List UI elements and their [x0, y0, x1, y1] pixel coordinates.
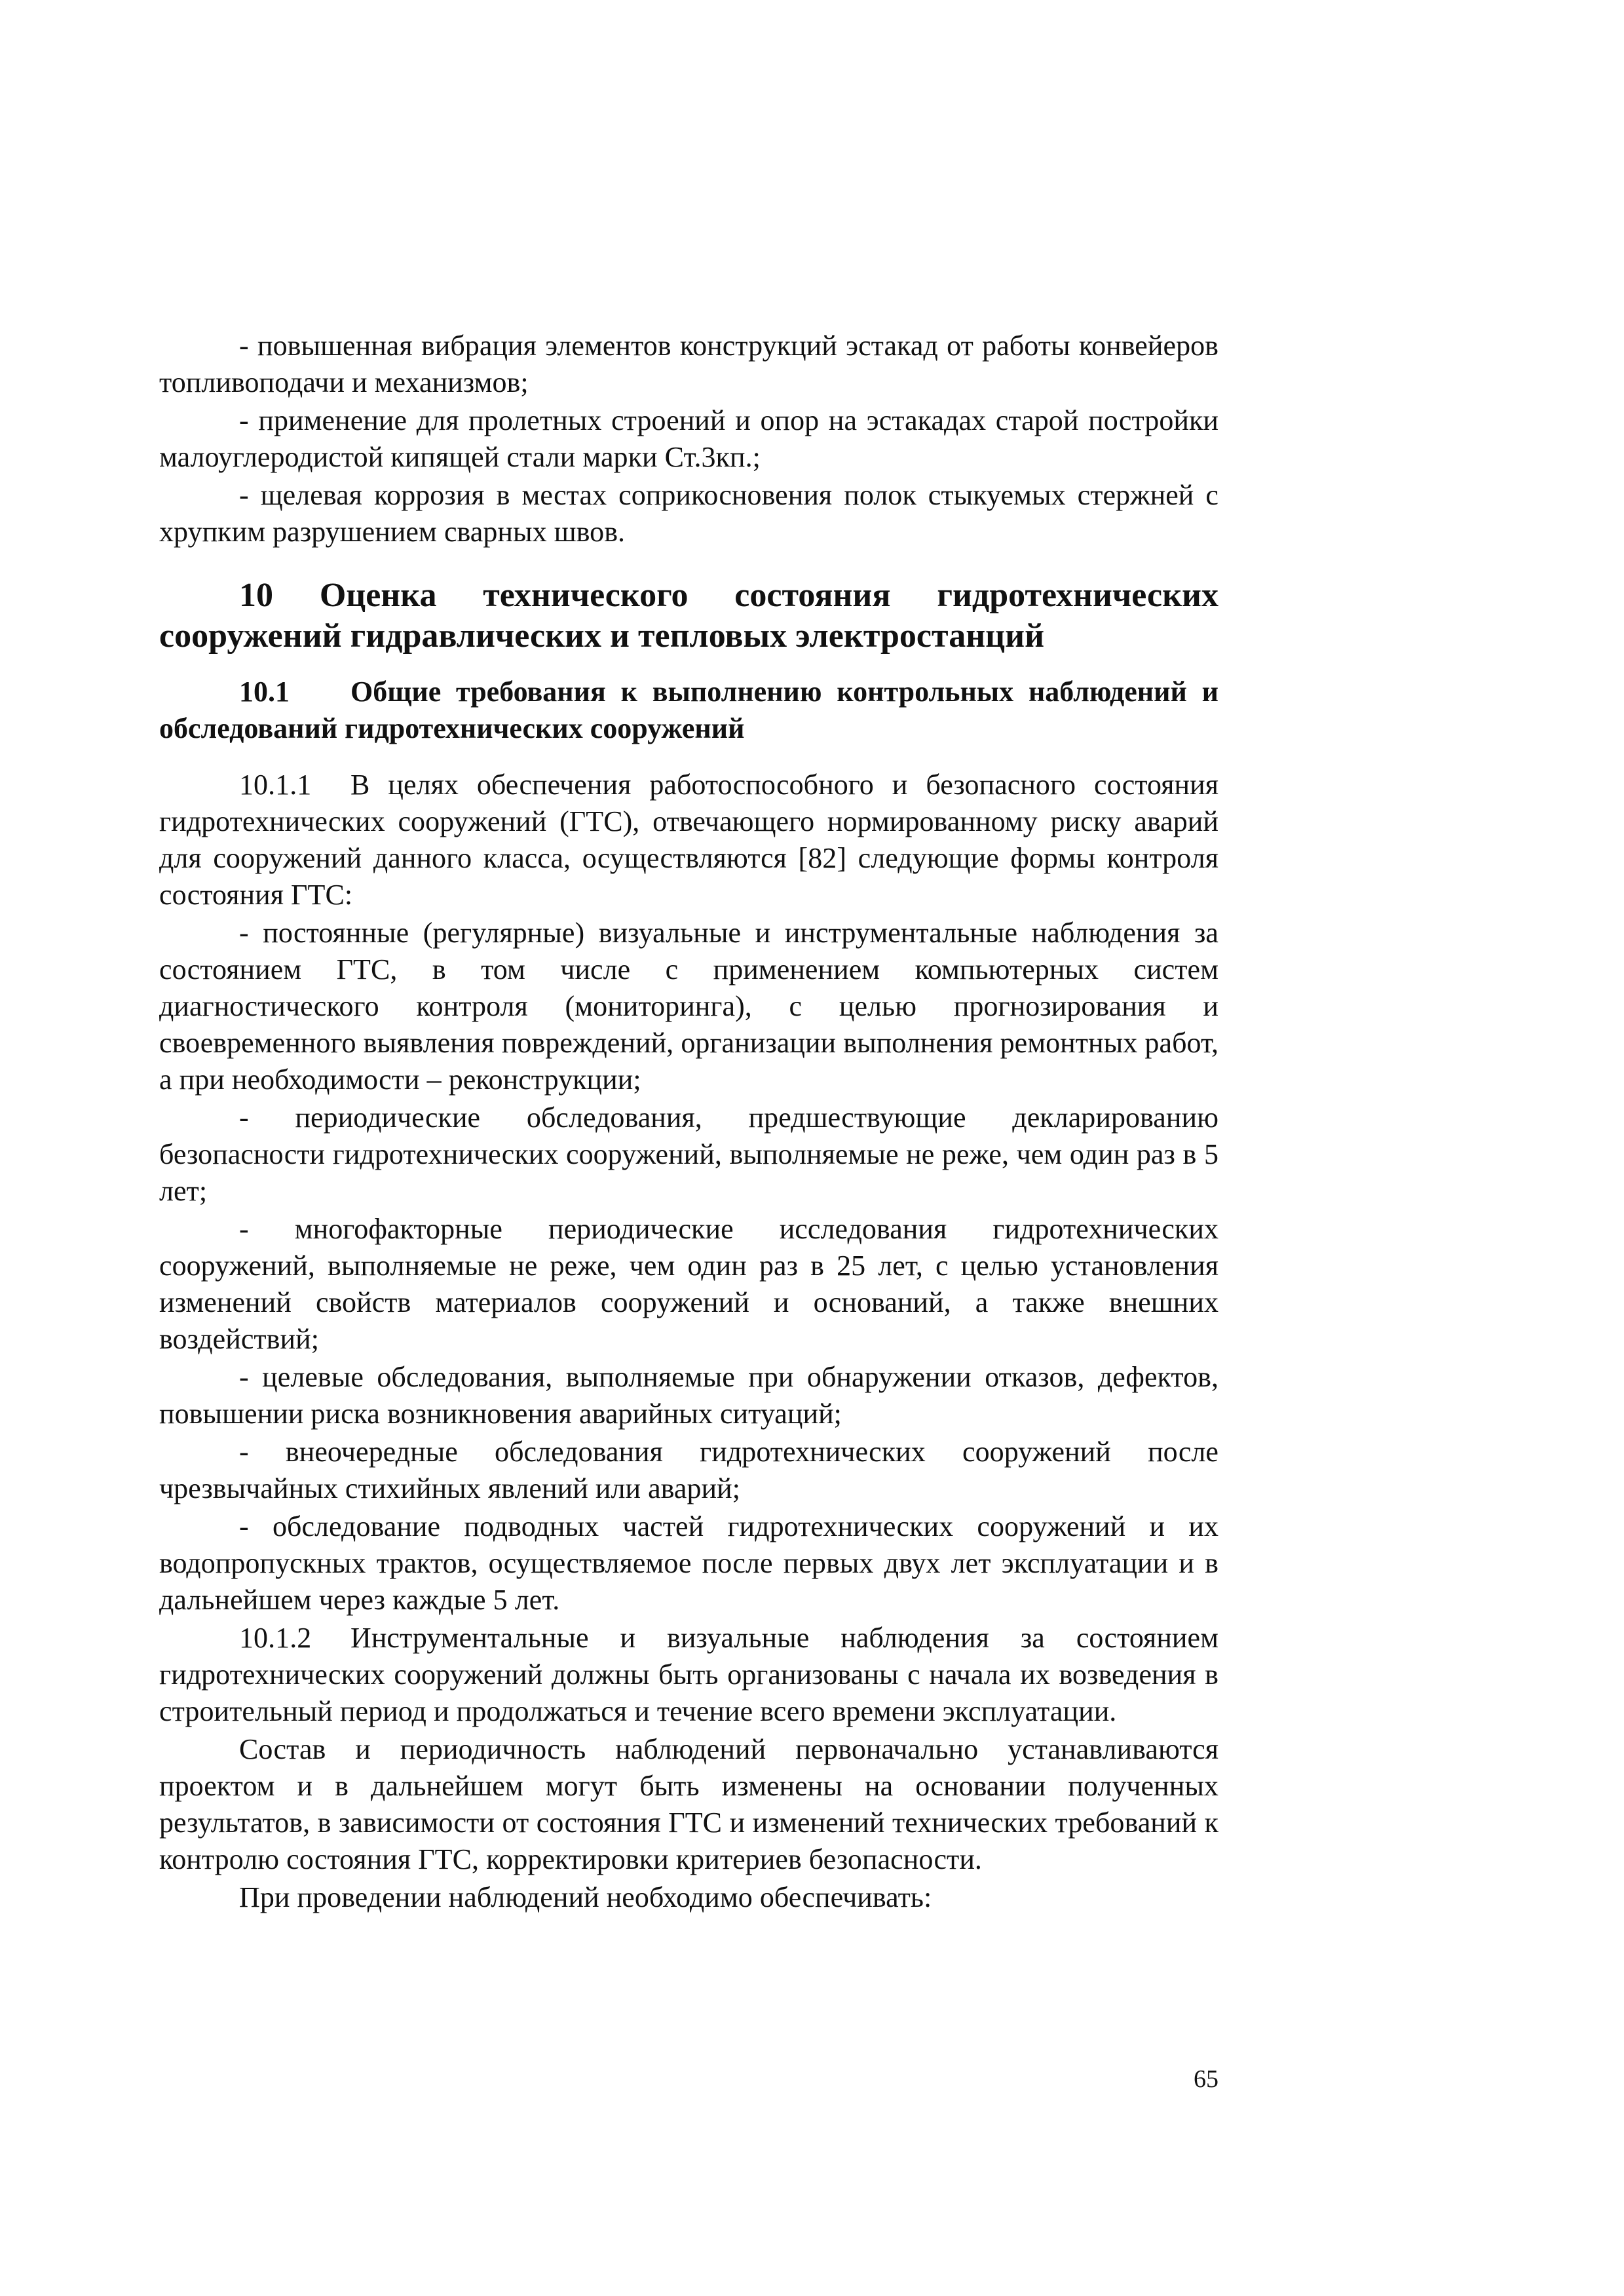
text-column	[159, 328, 1218, 1917]
list-item-vibration: - повышенная вибрация элементов конструкций эстакад от работы конвейеров топливоподачи и механизмов;	[159, 330, 1218, 398]
list-item-old-steel: - применение для пролетных строений и опор на эстакадах старой постройки малоуглеродистой кипящей стали марки Ст.3кп.;	[159, 404, 1218, 473]
control-form-item: - внеочередные обследования гидротехнических сооружений после чрезвычайных стихийных явлений или аварий;	[159, 1436, 1218, 1504]
page-number: 65	[1194, 2065, 1218, 2093]
clause-10-1-2	[159, 1620, 1218, 1730]
subsection-number: 10.1	[239, 676, 290, 708]
clause-10-1-2-number: 10.1.2	[239, 1622, 312, 1654]
clause-10-1-2-text: Инструментальные и визуальные наблюдения за состоянием гидротехнических сооружений должны быть организованы с начала их возведения в строительный период и продолжаться и течение всего времени эксплуатации.	[159, 1622, 1218, 1727]
control-form-item: - обследование подводных частей гидротехнических сооружений и их водопропускных трактов, осуществляемое после первых двух лет эксплуатации и в дальнейшем через каждые 5 лет.	[159, 1510, 1218, 1616]
section-heading: 10 Оценка технического состояния гидротехнических сооружений гидравлических и тепловых электростанций	[159, 577, 1218, 655]
control-form-item: - многофакторные периодические исследования гидротехнических сооружений, выполняемые не реже, чем один раз в 25 лет, с целью установления изменений свойств материалов сооружений и оснований, а также внешних воздействий;	[159, 1213, 1218, 1355]
control-form-item: - постоянные (регулярные) визуальные и инструментальные наблюдения за состоянием ГТС, в том числе с применением компьютерных систем диагностического контроля (мониторинга), с целью прогнозирования и своевременного выявления повреждений, организации выполнения ремонтных работ, а при необходимости – реконструкции;	[159, 917, 1218, 1096]
control-form-item: - периодические обследования, предшествующие декларированию безопасности гидротехнических сооружений, выполняемые не реже, чем один раз в 5 лет;	[159, 1101, 1218, 1207]
list-item-crevice-corrosion: - щелевая коррозия в местах соприкосновения полок стыкуемых стержней с хрупким разрушением сварных швов.	[159, 479, 1218, 548]
control-form-item: - целевые обследования, выполняемые при обнаружении отказов, дефектов, повышении риска возникновения аварийных ситуаций;	[159, 1361, 1218, 1430]
clause-10-1-1-intro: В целях обеспечения работоспособного и безопасного состояния гидротехнических сооружений (ГТС), отвечающего нормированному риску аварий для сооружений данного класса, осуществляются [82] следующие формы контроля состояния ГТС:	[159, 769, 1218, 911]
paragraph-composition: Состав и периодичность наблюдений первоначально устанавливаются проектом и в дальнейшем могут быть изменены на основании полученных результатов, в зависимости от состояния ГТС и изменений технических требований к контролю состояния ГТС, корректировки критериев безопасности.	[159, 1733, 1218, 1875]
subsection-heading	[159, 674, 1218, 747]
clause-10-1-1-number: 10.1.1	[239, 769, 312, 801]
clause-10-1-1	[159, 767, 1218, 913]
paragraph-requirements-intro: При проведении наблюдений необходимо обеспечивать:	[239, 1881, 932, 1913]
subsection-title: Общие требования к выполнению контрольных наблюдений и обследований гидротехнических сооружений	[159, 676, 1218, 744]
